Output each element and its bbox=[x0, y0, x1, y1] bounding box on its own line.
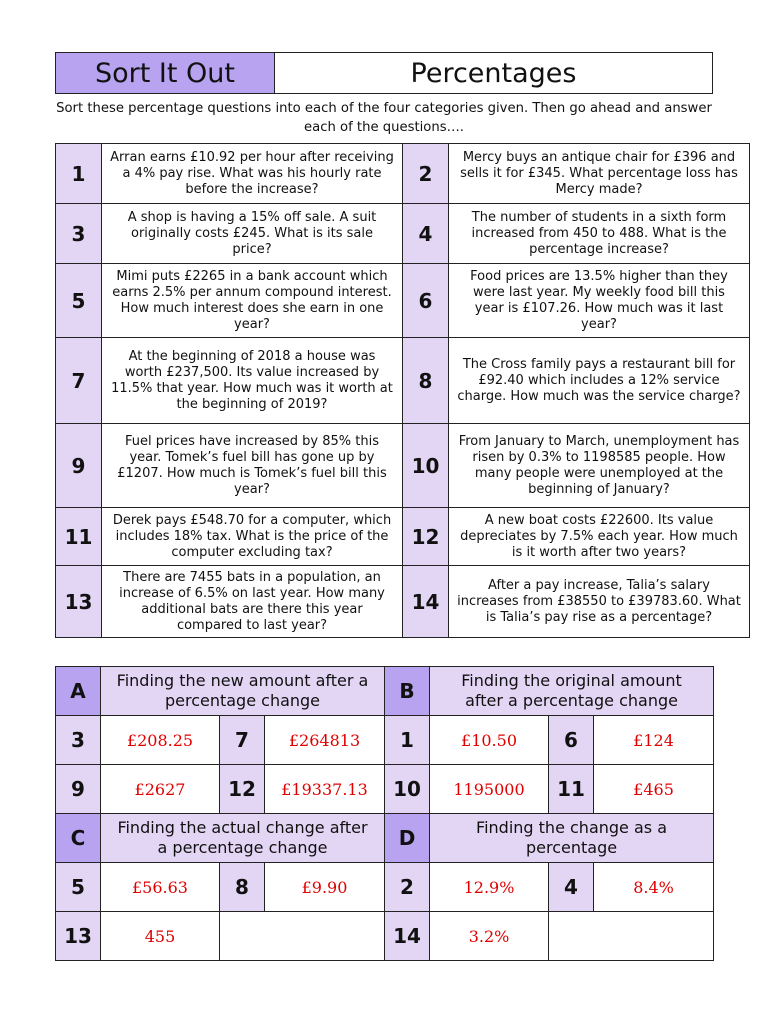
instructions: Sort these percentage questions into each of the four categories given. Then go ahead and answer each of the questions…. bbox=[56, 101, 712, 135]
answer-value: £465 bbox=[594, 765, 714, 814]
answer-number: 5 bbox=[56, 863, 101, 912]
category-title-a: Finding the new amount after a percentage change bbox=[101, 667, 385, 716]
question-text: Mimi puts £2265 in a bank account which earns 2.5% per annum compound interest. How much interest does she earn in one year? bbox=[102, 264, 403, 338]
category-letter-c: C bbox=[56, 814, 101, 863]
question-text: There are 7455 bats in a population, an increase of 6.5% on last year. How many additional bats are there this year compared to last year? bbox=[102, 566, 403, 638]
answer-number: 1 bbox=[385, 716, 430, 765]
question-text: A new boat costs £22600. Its value depreciates by 7.5% each year. How much is it worth after two years? bbox=[449, 508, 750, 566]
question-row bbox=[56, 508, 750, 566]
question-text: At the beginning of 2018 a house was worth £237,500. Its value increased by 11.5% that year. How much was it worth at the beginning of 2019? bbox=[102, 338, 403, 424]
answer-number: 2 bbox=[385, 863, 430, 912]
category-letter-a: A bbox=[56, 667, 101, 716]
answer-value: 1195000 bbox=[430, 765, 549, 814]
worksheet-header bbox=[55, 52, 713, 94]
answer-value: £9.90 bbox=[265, 863, 385, 912]
answer-number: 8 bbox=[220, 863, 265, 912]
question-row bbox=[56, 264, 750, 338]
question-number: 2 bbox=[403, 144, 449, 204]
question-row bbox=[56, 144, 750, 204]
question-text: A shop is having a 15% off sale. A suit originally costs £245. What is its sale price? bbox=[102, 204, 403, 264]
answer-number: 12 bbox=[220, 765, 265, 814]
question-number: 1 bbox=[56, 144, 102, 204]
empty-cell bbox=[549, 912, 714, 961]
category-header-row bbox=[56, 814, 714, 863]
answer-value: £10.50 bbox=[430, 716, 549, 765]
question-text: After a pay increase, Talia’s salary increases from £38550 to £39783.60. What is Talia’s pay rise as a percentage? bbox=[449, 566, 750, 638]
answer-value: 3.2% bbox=[430, 912, 549, 961]
answer-number: 14 bbox=[385, 912, 430, 961]
question-row bbox=[56, 424, 750, 508]
answer-number: 10 bbox=[385, 765, 430, 814]
answer-number: 3 bbox=[56, 716, 101, 765]
question-text: Mercy buys an antique chair for £396 and sells it for £345. What percentage loss has Mercy made? bbox=[449, 144, 750, 204]
answer-number: 9 bbox=[56, 765, 101, 814]
question-number: 3 bbox=[56, 204, 102, 264]
question-text: From January to March, unemployment has risen by 0.3% to 1198585 people. How many people were unemployed at the beginning of January? bbox=[449, 424, 750, 508]
answer-value: £264813 bbox=[265, 716, 385, 765]
question-text: Derek pays £548.70 for a computer, which includes 18% tax. What is the price of the computer excluding tax? bbox=[102, 508, 403, 566]
answer-row bbox=[56, 765, 714, 814]
answers-table bbox=[55, 666, 714, 961]
answer-value: 455 bbox=[101, 912, 220, 961]
question-number: 4 bbox=[403, 204, 449, 264]
answer-value: 8.4% bbox=[594, 863, 714, 912]
question-number: 11 bbox=[56, 508, 102, 566]
answer-row bbox=[56, 863, 714, 912]
answer-value: £124 bbox=[594, 716, 714, 765]
category-letter-b: B bbox=[385, 667, 430, 716]
answer-row bbox=[56, 912, 714, 961]
question-number: 9 bbox=[56, 424, 102, 508]
question-row bbox=[56, 204, 750, 264]
header-title: Sort It Out bbox=[56, 53, 275, 93]
question-row bbox=[56, 338, 750, 424]
answer-number: 6 bbox=[549, 716, 594, 765]
answer-number: 13 bbox=[56, 912, 101, 961]
question-number: 13 bbox=[56, 566, 102, 638]
answer-value: 12.9% bbox=[430, 863, 549, 912]
question-number: 10 bbox=[403, 424, 449, 508]
question-text: The number of students in a sixth form increased from 450 to 488. What is the percentage increase? bbox=[449, 204, 750, 264]
question-number: 7 bbox=[56, 338, 102, 424]
questions-table bbox=[55, 143, 750, 638]
answer-value: £56.63 bbox=[101, 863, 220, 912]
question-number: 14 bbox=[403, 566, 449, 638]
answer-row bbox=[56, 716, 714, 765]
category-title-c: Finding the actual change after a percentage change bbox=[101, 814, 385, 863]
question-row bbox=[56, 566, 750, 638]
question-text: The Cross family pays a restaurant bill for £92.40 which includes a 12% service charge. How much was the service charge? bbox=[449, 338, 750, 424]
question-number: 5 bbox=[56, 264, 102, 338]
category-title-b: Finding the original amount after a percentage change bbox=[430, 667, 714, 716]
category-title-d: Finding the change as a percentage bbox=[430, 814, 714, 863]
header-topic: Percentages bbox=[410, 57, 577, 89]
question-number: 12 bbox=[403, 508, 449, 566]
question-number: 6 bbox=[403, 264, 449, 338]
empty-cell bbox=[220, 912, 385, 961]
question-text: Fuel prices have increased by 85% this year. Tomek’s fuel bill has gone up by £1207. How much is Tomek’s fuel bill this year? bbox=[102, 424, 403, 508]
answer-value: £208.25 bbox=[101, 716, 220, 765]
answer-value: £19337.13 bbox=[265, 765, 385, 814]
answer-value: £2627 bbox=[101, 765, 220, 814]
category-header-row bbox=[56, 667, 714, 716]
answer-number: 11 bbox=[549, 765, 594, 814]
category-letter-d: D bbox=[385, 814, 430, 863]
question-text: Food prices are 13.5% higher than they were last year. My weekly food bill this year is £107.26. How much was it last year? bbox=[449, 264, 750, 338]
question-text: Arran earns £10.92 per hour after receiving a 4% pay rise. What was his hourly rate before the increase? bbox=[102, 144, 403, 204]
question-number: 8 bbox=[403, 338, 449, 424]
answer-number: 7 bbox=[220, 716, 265, 765]
answer-number: 4 bbox=[549, 863, 594, 912]
